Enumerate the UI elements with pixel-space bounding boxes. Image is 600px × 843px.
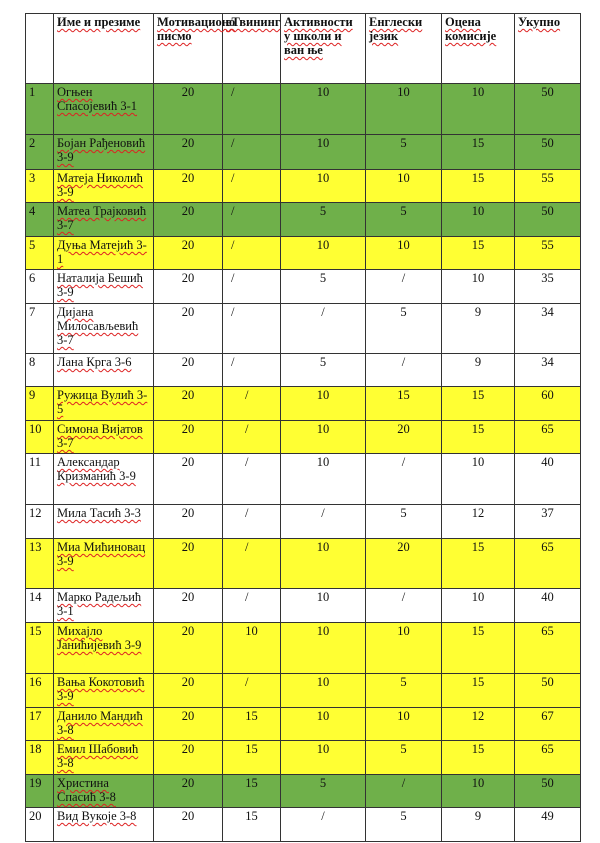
motivation-letter-score: 20 (154, 135, 223, 170)
activities-score: 10 (281, 741, 366, 775)
commission-grade-score: 15 (442, 237, 515, 270)
row-number: 2 (26, 135, 54, 170)
table-row (26, 674, 581, 708)
english-score: / (366, 589, 442, 623)
row-number: 18 (26, 741, 54, 775)
total-score: 60 (515, 387, 581, 421)
header-commission-grade: Оцена комисије (442, 14, 515, 84)
motivation-letter-score: 20 (154, 674, 223, 708)
student-name: Наталија Бешић 3-9 (54, 270, 154, 304)
row-number: 6 (26, 270, 54, 304)
table-row (26, 808, 581, 842)
activities-score: 10 (281, 135, 366, 170)
student-name: Симона Вијатов 3-7 (54, 421, 154, 454)
header-number (26, 14, 54, 84)
total-score: 67 (515, 708, 581, 741)
etwinning-score: 10 (223, 623, 281, 674)
english-score: 5 (366, 808, 442, 842)
english-score: 5 (366, 135, 442, 170)
student-name: Емил Шабовић 3-8 (54, 741, 154, 775)
total-score: 49 (515, 808, 581, 842)
table-row (26, 454, 581, 505)
etwinning-score: / (223, 589, 281, 623)
total-score: 55 (515, 237, 581, 270)
english-score: / (366, 270, 442, 304)
table-row (26, 237, 581, 270)
row-number: 4 (26, 203, 54, 237)
total-score: 50 (515, 203, 581, 237)
etwinning-score: / (223, 674, 281, 708)
etwinning-score: 15 (223, 741, 281, 775)
motivation-letter-score: 20 (154, 203, 223, 237)
commission-grade-score: 15 (442, 135, 515, 170)
activities-score: 10 (281, 454, 366, 505)
total-score: 65 (515, 421, 581, 454)
table-row (26, 708, 581, 741)
etwinning-score: / (223, 387, 281, 421)
etwinning-score: / (223, 84, 281, 135)
english-score: 15 (366, 387, 442, 421)
commission-grade-score: 9 (442, 808, 515, 842)
student-name: Михајло Јанићијевић 3-9 (54, 623, 154, 674)
table-row (26, 741, 581, 775)
motivation-letter-score: 20 (154, 808, 223, 842)
row-number: 5 (26, 237, 54, 270)
etwinning-score: / (223, 454, 281, 505)
motivation-letter-score: 20 (154, 589, 223, 623)
row-number: 16 (26, 674, 54, 708)
student-name: Мила Тасић 3-3 (54, 505, 154, 539)
motivation-letter-score: 20 (154, 354, 223, 387)
total-score: 50 (515, 775, 581, 808)
english-score: / (366, 775, 442, 808)
header-etwinning: еТвининг (223, 14, 281, 84)
commission-grade-score: 10 (442, 270, 515, 304)
table-body (26, 84, 581, 842)
table-row (26, 505, 581, 539)
english-score: 10 (366, 84, 442, 135)
table-row (26, 135, 581, 170)
motivation-letter-score: 20 (154, 387, 223, 421)
commission-grade-score: 12 (442, 708, 515, 741)
row-number: 17 (26, 708, 54, 741)
motivation-letter-score: 20 (154, 237, 223, 270)
student-name: Дијана Милосављевић 3-7 (54, 304, 154, 354)
activities-score: 10 (281, 421, 366, 454)
student-name: Огњен Спасојевић 3-1 (54, 84, 154, 135)
student-name: Вид Вукоје 3-8 (54, 808, 154, 842)
motivation-letter-score: 20 (154, 454, 223, 505)
total-score: 65 (515, 741, 581, 775)
table-row (26, 203, 581, 237)
activities-score: 5 (281, 203, 366, 237)
motivation-letter-score: 20 (154, 539, 223, 589)
student-name: Христина Спасић 3-8 (54, 775, 154, 808)
total-score: 37 (515, 505, 581, 539)
activities-score: 10 (281, 539, 366, 589)
motivation-letter-score: 20 (154, 775, 223, 808)
motivation-letter-score: 20 (154, 270, 223, 304)
table-row (26, 304, 581, 354)
student-name: Вања Кокотовић 3-9 (54, 674, 154, 708)
activities-score: / (281, 304, 366, 354)
activities-score: 10 (281, 84, 366, 135)
student-name: Данило Мандић 3-8 (54, 708, 154, 741)
commission-grade-score: 15 (442, 421, 515, 454)
table-row (26, 84, 581, 135)
table-row (26, 539, 581, 589)
total-score: 65 (515, 623, 581, 674)
activities-score: 10 (281, 674, 366, 708)
header-motivation-letter: Мотивационо писмо (154, 14, 223, 84)
commission-grade-score: 15 (442, 674, 515, 708)
english-score: 5 (366, 505, 442, 539)
table-row (26, 354, 581, 387)
etwinning-score: / (223, 539, 281, 589)
english-score: 5 (366, 674, 442, 708)
student-name: Матеја Николић 3-9 (54, 170, 154, 203)
english-score: 10 (366, 170, 442, 203)
motivation-letter-score: 20 (154, 623, 223, 674)
activities-score: / (281, 505, 366, 539)
activities-score: 10 (281, 387, 366, 421)
english-score: 5 (366, 203, 442, 237)
row-number: 3 (26, 170, 54, 203)
english-score: 5 (366, 741, 442, 775)
commission-grade-score: 15 (442, 741, 515, 775)
etwinning-score: / (223, 270, 281, 304)
english-score: 10 (366, 708, 442, 741)
english-score: 20 (366, 539, 442, 589)
row-number: 11 (26, 454, 54, 505)
student-name: Александар Кризманић 3-9 (54, 454, 154, 505)
etwinning-score: / (223, 135, 281, 170)
etwinning-score: / (223, 421, 281, 454)
commission-grade-score: 10 (442, 84, 515, 135)
commission-grade-score: 10 (442, 775, 515, 808)
total-score: 40 (515, 589, 581, 623)
row-number: 15 (26, 623, 54, 674)
table-row (26, 775, 581, 808)
total-score: 50 (515, 674, 581, 708)
commission-grade-score: 9 (442, 304, 515, 354)
header-activities: Активности у школи и ван ње (281, 14, 366, 84)
commission-grade-score: 15 (442, 387, 515, 421)
english-score: 10 (366, 623, 442, 674)
row-number: 7 (26, 304, 54, 354)
etwinning-score: 15 (223, 708, 281, 741)
total-score: 34 (515, 354, 581, 387)
row-number: 20 (26, 808, 54, 842)
total-score: 35 (515, 270, 581, 304)
header-total: Укупно (515, 14, 581, 84)
commission-grade-score: 15 (442, 170, 515, 203)
etwinning-score: / (223, 505, 281, 539)
activities-score: 10 (281, 708, 366, 741)
row-number: 8 (26, 354, 54, 387)
total-score: 50 (515, 135, 581, 170)
total-score: 34 (515, 304, 581, 354)
commission-grade-score: 15 (442, 539, 515, 589)
etwinning-score: / (223, 354, 281, 387)
english-score: 5 (366, 304, 442, 354)
header-english: Енглески језик (366, 14, 442, 84)
row-number: 1 (26, 84, 54, 135)
motivation-letter-score: 20 (154, 304, 223, 354)
english-score: / (366, 354, 442, 387)
student-name: Матеа Трајковић 3-7 (54, 203, 154, 237)
motivation-letter-score: 20 (154, 170, 223, 203)
student-name: Миа Мићиновац 3-9 (54, 539, 154, 589)
english-score: 20 (366, 421, 442, 454)
activities-score: 5 (281, 354, 366, 387)
activities-score: 10 (281, 237, 366, 270)
etwinning-score: / (223, 237, 281, 270)
etwinning-score: / (223, 170, 281, 203)
total-score: 50 (515, 84, 581, 135)
table-row (26, 623, 581, 674)
english-score: / (366, 454, 442, 505)
commission-grade-score: 10 (442, 454, 515, 505)
header-name: Име и презиме (54, 14, 154, 84)
total-score: 40 (515, 454, 581, 505)
activities-score: 5 (281, 270, 366, 304)
table-row (26, 589, 581, 623)
etwinning-score: / (223, 203, 281, 237)
commission-grade-score: 15 (442, 623, 515, 674)
student-name: Дуња Матејић 3-1 (54, 237, 154, 270)
header-row (26, 14, 581, 84)
table-row (26, 270, 581, 304)
activities-score: 10 (281, 589, 366, 623)
row-number: 12 (26, 505, 54, 539)
total-score: 65 (515, 539, 581, 589)
ranking-table (25, 13, 581, 842)
activities-score: 5 (281, 775, 366, 808)
student-name: Бојан Рађеновић 3-9 (54, 135, 154, 170)
commission-grade-score: 9 (442, 354, 515, 387)
commission-grade-score: 10 (442, 203, 515, 237)
commission-grade-score: 12 (442, 505, 515, 539)
etwinning-score: / (223, 304, 281, 354)
table-row (26, 170, 581, 203)
motivation-letter-score: 20 (154, 505, 223, 539)
motivation-letter-score: 20 (154, 741, 223, 775)
motivation-letter-score: 20 (154, 708, 223, 741)
activities-score: 10 (281, 170, 366, 203)
table-row (26, 421, 581, 454)
row-number: 10 (26, 421, 54, 454)
etwinning-score: 15 (223, 775, 281, 808)
total-score: 55 (515, 170, 581, 203)
row-number: 13 (26, 539, 54, 589)
table-row (26, 387, 581, 421)
student-name: Ружица Вулић 3-5 (54, 387, 154, 421)
student-name: Марко Радељић 3-1 (54, 589, 154, 623)
motivation-letter-score: 20 (154, 84, 223, 135)
english-score: 10 (366, 237, 442, 270)
commission-grade-score: 10 (442, 589, 515, 623)
row-number: 14 (26, 589, 54, 623)
row-number: 19 (26, 775, 54, 808)
activities-score: / (281, 808, 366, 842)
student-name: Лана Крга 3-6 (54, 354, 154, 387)
row-number: 9 (26, 387, 54, 421)
activities-score: 10 (281, 623, 366, 674)
etwinning-score: 15 (223, 808, 281, 842)
motivation-letter-score: 20 (154, 421, 223, 454)
